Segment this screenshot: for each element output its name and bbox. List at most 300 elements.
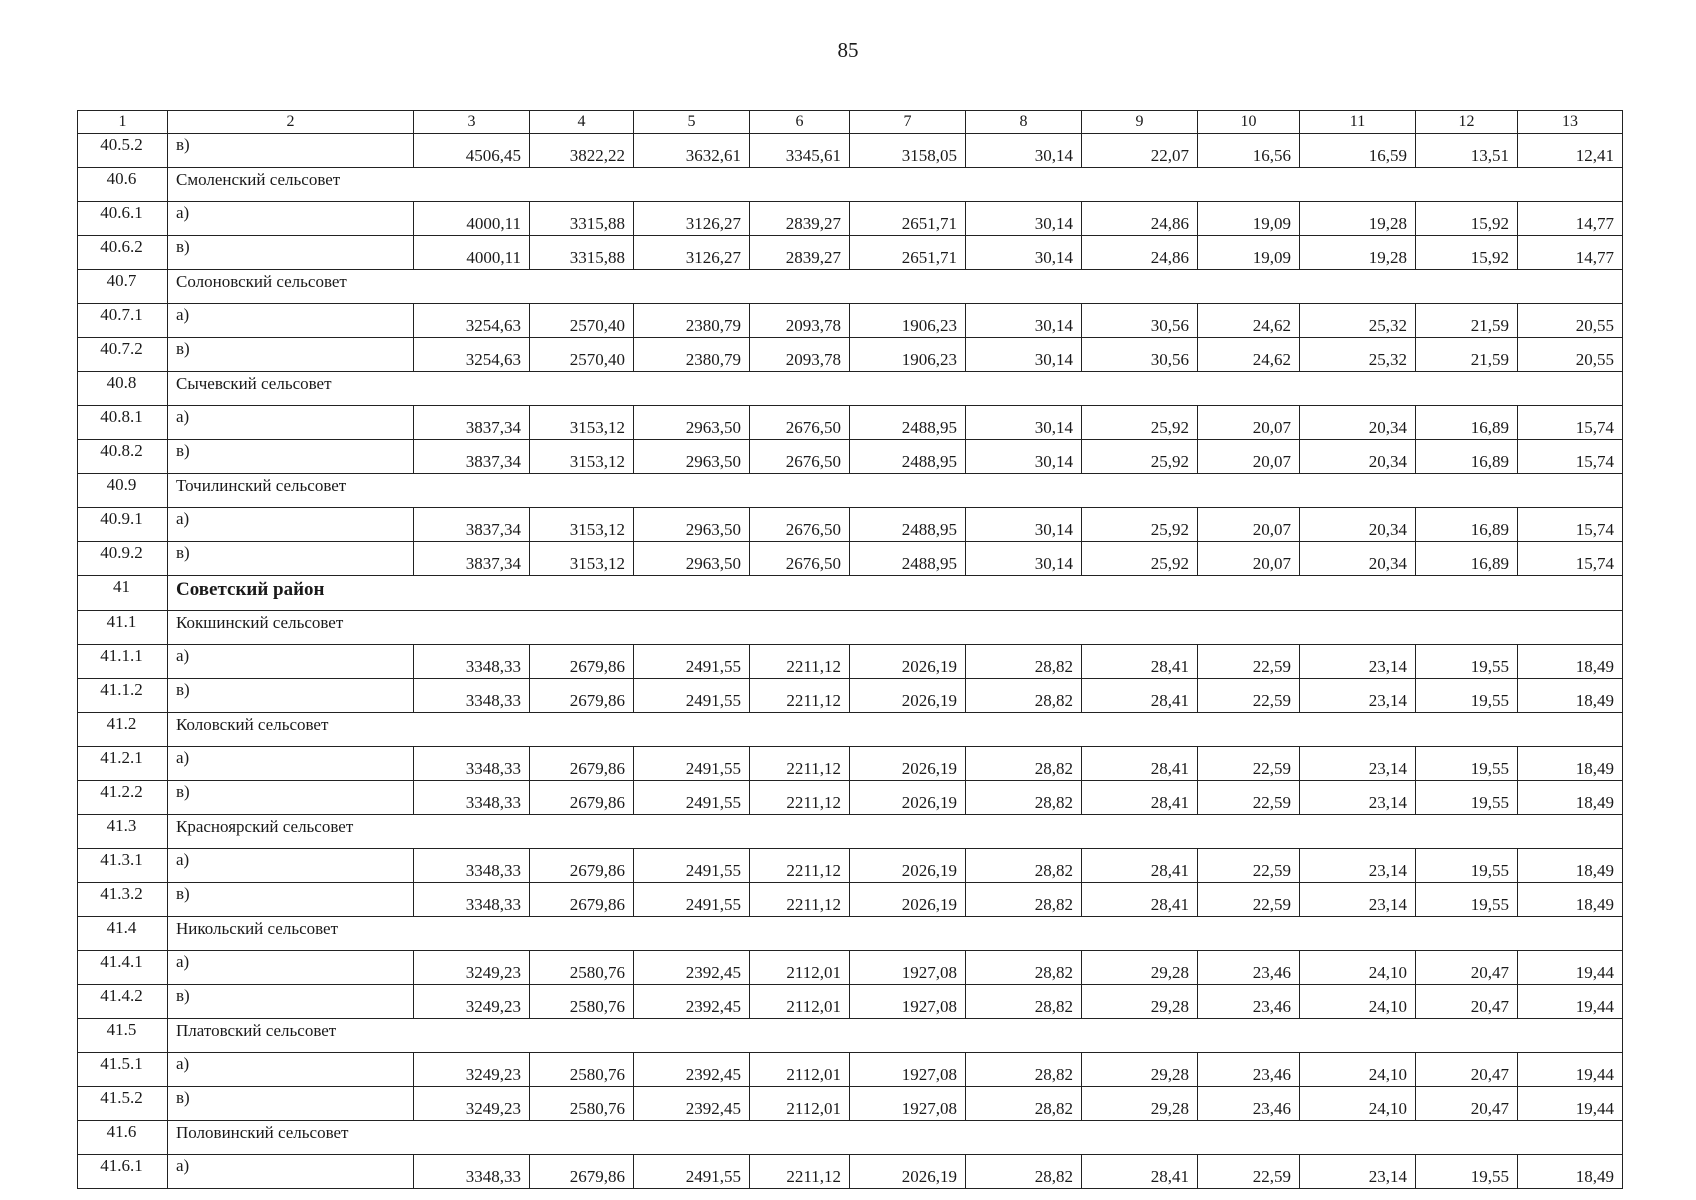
value-cell: 19,55 bbox=[1416, 883, 1518, 917]
value-cell: 28,41 bbox=[1082, 645, 1198, 679]
value-cell: 15,74 bbox=[1518, 542, 1623, 576]
table-row bbox=[78, 645, 1623, 679]
value-cell: 3126,27 bbox=[634, 236, 750, 270]
value-cell: 2491,55 bbox=[634, 849, 750, 883]
value-cell: 3249,23 bbox=[414, 1053, 530, 1087]
row-code: 41.1.2 bbox=[78, 679, 168, 713]
section-name: Солоновский сельсовет bbox=[168, 270, 1623, 304]
value-cell: 24,10 bbox=[1300, 951, 1416, 985]
value-cell: 24,10 bbox=[1300, 985, 1416, 1019]
column-header: 7 bbox=[850, 111, 966, 134]
value-cell: 2211,12 bbox=[750, 781, 850, 815]
value-cell: 28,41 bbox=[1082, 883, 1198, 917]
section-name: Сычевский сельсовет bbox=[168, 372, 1623, 406]
table-header-row bbox=[78, 111, 1623, 134]
value-cell: 2676,50 bbox=[750, 542, 850, 576]
value-cell: 2211,12 bbox=[750, 679, 850, 713]
value-cell: 18,49 bbox=[1518, 679, 1623, 713]
column-header: 1 bbox=[78, 111, 168, 134]
value-cell: 23,46 bbox=[1198, 1053, 1300, 1087]
value-cell: 2580,76 bbox=[530, 985, 634, 1019]
value-cell: 3153,12 bbox=[530, 508, 634, 542]
value-cell: 2380,79 bbox=[634, 338, 750, 372]
value-cell: 2488,95 bbox=[850, 406, 966, 440]
value-cell: 3348,33 bbox=[414, 1155, 530, 1189]
value-cell: 18,49 bbox=[1518, 883, 1623, 917]
row-code: 40.8.1 bbox=[78, 406, 168, 440]
value-cell: 24,62 bbox=[1198, 338, 1300, 372]
value-cell: 30,14 bbox=[966, 406, 1082, 440]
value-cell: 21,59 bbox=[1416, 304, 1518, 338]
value-cell: 1906,23 bbox=[850, 338, 966, 372]
row-subitem: а) bbox=[168, 1053, 414, 1087]
row-code: 41.2 bbox=[78, 713, 168, 747]
value-cell: 28,82 bbox=[966, 645, 1082, 679]
row-code: 40.6.2 bbox=[78, 236, 168, 270]
row-code: 41.5.2 bbox=[78, 1087, 168, 1121]
table-row bbox=[78, 134, 1623, 168]
value-cell: 22,07 bbox=[1082, 134, 1198, 168]
value-cell: 18,49 bbox=[1518, 747, 1623, 781]
row-code: 41.6.1 bbox=[78, 1155, 168, 1189]
value-cell: 29,28 bbox=[1082, 951, 1198, 985]
value-cell: 29,28 bbox=[1082, 1053, 1198, 1087]
row-subitem: в) bbox=[168, 1087, 414, 1121]
row-code: 41.3 bbox=[78, 815, 168, 849]
value-cell: 3153,12 bbox=[530, 406, 634, 440]
table-row bbox=[78, 781, 1623, 815]
value-cell: 20,07 bbox=[1198, 508, 1300, 542]
value-cell: 15,74 bbox=[1518, 440, 1623, 474]
value-cell: 22,59 bbox=[1198, 747, 1300, 781]
tariff-table bbox=[77, 110, 1623, 1189]
row-subitem: в) bbox=[168, 985, 414, 1019]
value-cell: 2570,40 bbox=[530, 338, 634, 372]
value-cell: 29,28 bbox=[1082, 1087, 1198, 1121]
table-row bbox=[78, 440, 1623, 474]
column-header: 11 bbox=[1300, 111, 1416, 134]
value-cell: 3153,12 bbox=[530, 440, 634, 474]
value-cell: 3348,33 bbox=[414, 645, 530, 679]
value-cell: 19,55 bbox=[1416, 645, 1518, 679]
value-cell: 2211,12 bbox=[750, 645, 850, 679]
value-cell: 1927,08 bbox=[850, 985, 966, 1019]
row-subitem: в) bbox=[168, 236, 414, 270]
value-cell: 19,28 bbox=[1300, 202, 1416, 236]
column-header: 9 bbox=[1082, 111, 1198, 134]
value-cell: 28,82 bbox=[966, 679, 1082, 713]
table-body bbox=[78, 111, 1623, 1189]
table-row bbox=[78, 304, 1623, 338]
row-code: 40.6.1 bbox=[78, 202, 168, 236]
row-subitem: в) bbox=[168, 679, 414, 713]
value-cell: 3348,33 bbox=[414, 849, 530, 883]
value-cell: 2112,01 bbox=[750, 985, 850, 1019]
section-name: Половинский сельсовет bbox=[168, 1121, 1623, 1155]
value-cell: 3348,33 bbox=[414, 747, 530, 781]
value-cell: 2392,45 bbox=[634, 951, 750, 985]
value-cell: 2026,19 bbox=[850, 645, 966, 679]
value-cell: 2112,01 bbox=[750, 1087, 850, 1121]
value-cell: 3345,61 bbox=[750, 134, 850, 168]
row-subitem: в) bbox=[168, 338, 414, 372]
value-cell: 2026,19 bbox=[850, 1155, 966, 1189]
row-subitem: а) bbox=[168, 1155, 414, 1189]
table-row bbox=[78, 747, 1623, 781]
row-code: 41.2.2 bbox=[78, 781, 168, 815]
row-subitem: в) bbox=[168, 781, 414, 815]
value-cell: 2491,55 bbox=[634, 1155, 750, 1189]
value-cell: 15,92 bbox=[1416, 202, 1518, 236]
section-name: Платовский сельсовет bbox=[168, 1019, 1623, 1053]
value-cell: 2491,55 bbox=[634, 883, 750, 917]
value-cell: 28,82 bbox=[966, 1087, 1082, 1121]
value-cell: 3837,34 bbox=[414, 406, 530, 440]
value-cell: 3158,05 bbox=[850, 134, 966, 168]
value-cell: 28,82 bbox=[966, 951, 1082, 985]
section-name: Коловский сельсовет bbox=[168, 713, 1623, 747]
value-cell: 15,74 bbox=[1518, 508, 1623, 542]
value-cell: 19,44 bbox=[1518, 985, 1623, 1019]
table-row bbox=[78, 202, 1623, 236]
value-cell: 2488,95 bbox=[850, 440, 966, 474]
value-cell: 3249,23 bbox=[414, 985, 530, 1019]
row-subitem: а) bbox=[168, 406, 414, 440]
section-row bbox=[78, 474, 1623, 508]
value-cell: 30,14 bbox=[966, 236, 1082, 270]
section-name: Точилинский сельсовет bbox=[168, 474, 1623, 508]
table-row bbox=[78, 985, 1623, 1019]
value-cell: 2651,71 bbox=[850, 202, 966, 236]
value-cell: 2026,19 bbox=[850, 849, 966, 883]
row-code: 41 bbox=[78, 576, 168, 611]
row-subitem: в) bbox=[168, 883, 414, 917]
value-cell: 25,92 bbox=[1082, 542, 1198, 576]
value-cell: 23,14 bbox=[1300, 883, 1416, 917]
column-header: 2 bbox=[168, 111, 414, 134]
value-cell: 19,28 bbox=[1300, 236, 1416, 270]
column-header: 10 bbox=[1198, 111, 1300, 134]
value-cell: 19,55 bbox=[1416, 1155, 1518, 1189]
value-cell: 20,34 bbox=[1300, 508, 1416, 542]
row-subitem: в) bbox=[168, 440, 414, 474]
value-cell: 19,55 bbox=[1416, 781, 1518, 815]
value-cell: 25,32 bbox=[1300, 304, 1416, 338]
row-code: 41.4.1 bbox=[78, 951, 168, 985]
value-cell: 2026,19 bbox=[850, 883, 966, 917]
value-cell: 2580,76 bbox=[530, 951, 634, 985]
row-code: 41.2.1 bbox=[78, 747, 168, 781]
row-code: 40.8.2 bbox=[78, 440, 168, 474]
value-cell: 2488,95 bbox=[850, 508, 966, 542]
value-cell: 18,49 bbox=[1518, 781, 1623, 815]
column-header: 12 bbox=[1416, 111, 1518, 134]
value-cell: 28,82 bbox=[966, 883, 1082, 917]
value-cell: 23,14 bbox=[1300, 679, 1416, 713]
value-cell: 16,89 bbox=[1416, 440, 1518, 474]
table-row bbox=[78, 508, 1623, 542]
value-cell: 24,62 bbox=[1198, 304, 1300, 338]
value-cell: 2963,50 bbox=[634, 406, 750, 440]
row-subitem: а) bbox=[168, 747, 414, 781]
value-cell: 3632,61 bbox=[634, 134, 750, 168]
section-row bbox=[78, 270, 1623, 304]
section-row bbox=[78, 1121, 1623, 1155]
value-cell: 3153,12 bbox=[530, 542, 634, 576]
value-cell: 28,41 bbox=[1082, 747, 1198, 781]
value-cell: 22,59 bbox=[1198, 645, 1300, 679]
value-cell: 2093,78 bbox=[750, 304, 850, 338]
row-code: 40.9 bbox=[78, 474, 168, 508]
value-cell: 14,77 bbox=[1518, 236, 1623, 270]
value-cell: 25,92 bbox=[1082, 406, 1198, 440]
row-subitem: в) bbox=[168, 134, 414, 168]
value-cell: 2651,71 bbox=[850, 236, 966, 270]
value-cell: 2679,86 bbox=[530, 679, 634, 713]
row-code: 41.6 bbox=[78, 1121, 168, 1155]
value-cell: 16,89 bbox=[1416, 508, 1518, 542]
value-cell: 2963,50 bbox=[634, 508, 750, 542]
value-cell: 2580,76 bbox=[530, 1053, 634, 1087]
value-cell: 4000,11 bbox=[414, 202, 530, 236]
value-cell: 2112,01 bbox=[750, 951, 850, 985]
row-subitem: а) bbox=[168, 951, 414, 985]
value-cell: 1906,23 bbox=[850, 304, 966, 338]
value-cell: 2679,86 bbox=[530, 747, 634, 781]
value-cell: 3249,23 bbox=[414, 1087, 530, 1121]
row-code: 41.1 bbox=[78, 611, 168, 645]
table-row bbox=[78, 1087, 1623, 1121]
value-cell: 23,14 bbox=[1300, 781, 1416, 815]
row-code: 40.9.1 bbox=[78, 508, 168, 542]
section-row bbox=[78, 815, 1623, 849]
value-cell: 28,82 bbox=[966, 747, 1082, 781]
value-cell: 2380,79 bbox=[634, 304, 750, 338]
value-cell: 2963,50 bbox=[634, 542, 750, 576]
value-cell: 14,77 bbox=[1518, 202, 1623, 236]
column-header: 3 bbox=[414, 111, 530, 134]
value-cell: 20,47 bbox=[1416, 1053, 1518, 1087]
value-cell: 20,47 bbox=[1416, 1087, 1518, 1121]
value-cell: 2679,86 bbox=[530, 781, 634, 815]
value-cell: 18,49 bbox=[1518, 1155, 1623, 1189]
value-cell: 15,92 bbox=[1416, 236, 1518, 270]
table-row bbox=[78, 679, 1623, 713]
row-code: 41.3.2 bbox=[78, 883, 168, 917]
row-code: 40.9.2 bbox=[78, 542, 168, 576]
section-row bbox=[78, 1019, 1623, 1053]
row-code: 41.5.1 bbox=[78, 1053, 168, 1087]
district-name: Советский район bbox=[168, 576, 1623, 611]
value-cell: 25,32 bbox=[1300, 338, 1416, 372]
value-cell: 23,46 bbox=[1198, 985, 1300, 1019]
value-cell: 2093,78 bbox=[750, 338, 850, 372]
column-header: 8 bbox=[966, 111, 1082, 134]
value-cell: 2392,45 bbox=[634, 1053, 750, 1087]
value-cell: 28,41 bbox=[1082, 1155, 1198, 1189]
value-cell: 2112,01 bbox=[750, 1053, 850, 1087]
value-cell: 3837,34 bbox=[414, 508, 530, 542]
value-cell: 22,59 bbox=[1198, 1155, 1300, 1189]
table-row bbox=[78, 951, 1623, 985]
value-cell: 16,59 bbox=[1300, 134, 1416, 168]
table-row bbox=[78, 883, 1623, 917]
value-cell: 24,10 bbox=[1300, 1053, 1416, 1087]
row-subitem: а) bbox=[168, 508, 414, 542]
value-cell: 20,47 bbox=[1416, 951, 1518, 985]
value-cell: 30,56 bbox=[1082, 338, 1198, 372]
section-row bbox=[78, 168, 1623, 202]
value-cell: 20,34 bbox=[1300, 406, 1416, 440]
value-cell: 20,55 bbox=[1518, 338, 1623, 372]
value-cell: 19,55 bbox=[1416, 679, 1518, 713]
value-cell: 28,41 bbox=[1082, 781, 1198, 815]
value-cell: 20,34 bbox=[1300, 542, 1416, 576]
value-cell: 24,10 bbox=[1300, 1087, 1416, 1121]
value-cell: 3315,88 bbox=[530, 202, 634, 236]
value-cell: 30,56 bbox=[1082, 304, 1198, 338]
value-cell: 30,14 bbox=[966, 304, 1082, 338]
district-row bbox=[78, 576, 1623, 611]
value-cell: 2679,86 bbox=[530, 883, 634, 917]
row-code: 40.8 bbox=[78, 372, 168, 406]
value-cell: 20,55 bbox=[1518, 304, 1623, 338]
value-cell: 2679,86 bbox=[530, 1155, 634, 1189]
row-code: 40.6 bbox=[78, 168, 168, 202]
row-code: 41.1.1 bbox=[78, 645, 168, 679]
column-header: 6 bbox=[750, 111, 850, 134]
row-code: 41.5 bbox=[78, 1019, 168, 1053]
table-row bbox=[78, 542, 1623, 576]
value-cell: 3822,22 bbox=[530, 134, 634, 168]
row-subitem: а) bbox=[168, 304, 414, 338]
value-cell: 2392,45 bbox=[634, 1087, 750, 1121]
value-cell: 3315,88 bbox=[530, 236, 634, 270]
value-cell: 2839,27 bbox=[750, 236, 850, 270]
value-cell: 3254,63 bbox=[414, 304, 530, 338]
value-cell: 30,14 bbox=[966, 508, 1082, 542]
value-cell: 2211,12 bbox=[750, 883, 850, 917]
value-cell: 4000,11 bbox=[414, 236, 530, 270]
value-cell: 2491,55 bbox=[634, 747, 750, 781]
row-subitem: а) bbox=[168, 202, 414, 236]
value-cell: 19,09 bbox=[1198, 236, 1300, 270]
row-code: 41.4.2 bbox=[78, 985, 168, 1019]
value-cell: 22,59 bbox=[1198, 679, 1300, 713]
value-cell: 30,14 bbox=[966, 134, 1082, 168]
table-row bbox=[78, 1053, 1623, 1087]
column-header: 4 bbox=[530, 111, 634, 134]
column-header: 13 bbox=[1518, 111, 1623, 134]
value-cell: 16,89 bbox=[1416, 542, 1518, 576]
value-cell: 2679,86 bbox=[530, 645, 634, 679]
row-code: 41.3.1 bbox=[78, 849, 168, 883]
value-cell: 19,44 bbox=[1518, 951, 1623, 985]
value-cell: 23,14 bbox=[1300, 645, 1416, 679]
row-code: 40.5.2 bbox=[78, 134, 168, 168]
value-cell: 28,82 bbox=[966, 1155, 1082, 1189]
value-cell: 1927,08 bbox=[850, 951, 966, 985]
value-cell: 20,34 bbox=[1300, 440, 1416, 474]
value-cell: 3348,33 bbox=[414, 883, 530, 917]
value-cell: 2676,50 bbox=[750, 406, 850, 440]
value-cell: 2026,19 bbox=[850, 781, 966, 815]
section-row bbox=[78, 917, 1623, 951]
value-cell: 25,92 bbox=[1082, 508, 1198, 542]
value-cell: 2211,12 bbox=[750, 849, 850, 883]
value-cell: 28,82 bbox=[966, 985, 1082, 1019]
value-cell: 2679,86 bbox=[530, 849, 634, 883]
section-name: Смоленский сельсовет bbox=[168, 168, 1623, 202]
row-code: 40.7 bbox=[78, 270, 168, 304]
value-cell: 25,92 bbox=[1082, 440, 1198, 474]
value-cell: 3249,23 bbox=[414, 951, 530, 985]
section-name: Красноярский сельсовет bbox=[168, 815, 1623, 849]
value-cell: 2676,50 bbox=[750, 440, 850, 474]
value-cell: 15,74 bbox=[1518, 406, 1623, 440]
value-cell: 19,55 bbox=[1416, 747, 1518, 781]
value-cell: 3348,33 bbox=[414, 679, 530, 713]
value-cell: 23,14 bbox=[1300, 747, 1416, 781]
value-cell: 23,46 bbox=[1198, 951, 1300, 985]
value-cell: 2392,45 bbox=[634, 985, 750, 1019]
value-cell: 3254,63 bbox=[414, 338, 530, 372]
page-number: 85 bbox=[837, 38, 859, 62]
table-row bbox=[78, 1155, 1623, 1189]
value-cell: 2839,27 bbox=[750, 202, 850, 236]
row-code: 41.4 bbox=[78, 917, 168, 951]
value-cell: 21,59 bbox=[1416, 338, 1518, 372]
value-cell: 3837,34 bbox=[414, 542, 530, 576]
value-cell: 20,47 bbox=[1416, 985, 1518, 1019]
value-cell: 4506,45 bbox=[414, 134, 530, 168]
table-row bbox=[78, 406, 1623, 440]
value-cell: 16,56 bbox=[1198, 134, 1300, 168]
value-cell: 2491,55 bbox=[634, 645, 750, 679]
value-cell: 30,14 bbox=[966, 542, 1082, 576]
table-row bbox=[78, 236, 1623, 270]
value-cell: 2963,50 bbox=[634, 440, 750, 474]
value-cell: 1927,08 bbox=[850, 1087, 966, 1121]
value-cell: 22,59 bbox=[1198, 849, 1300, 883]
value-cell: 19,44 bbox=[1518, 1087, 1623, 1121]
value-cell: 18,49 bbox=[1518, 645, 1623, 679]
value-cell: 23,14 bbox=[1300, 1155, 1416, 1189]
value-cell: 20,07 bbox=[1198, 406, 1300, 440]
section-row bbox=[78, 372, 1623, 406]
value-cell: 1927,08 bbox=[850, 1053, 966, 1087]
value-cell: 30,14 bbox=[966, 440, 1082, 474]
table-row bbox=[78, 849, 1623, 883]
value-cell: 16,89 bbox=[1416, 406, 1518, 440]
value-cell: 22,59 bbox=[1198, 781, 1300, 815]
section-row bbox=[78, 713, 1623, 747]
value-cell: 19,44 bbox=[1518, 1053, 1623, 1087]
value-cell: 30,14 bbox=[966, 202, 1082, 236]
value-cell: 28,82 bbox=[966, 1053, 1082, 1087]
value-cell: 2580,76 bbox=[530, 1087, 634, 1121]
value-cell: 2211,12 bbox=[750, 747, 850, 781]
section-row bbox=[78, 611, 1623, 645]
value-cell: 18,49 bbox=[1518, 849, 1623, 883]
value-cell: 20,07 bbox=[1198, 542, 1300, 576]
section-name: Никольский сельсовет bbox=[168, 917, 1623, 951]
value-cell: 24,86 bbox=[1082, 236, 1198, 270]
value-cell: 2491,55 bbox=[634, 679, 750, 713]
row-subitem: в) bbox=[168, 542, 414, 576]
row-subitem: а) bbox=[168, 849, 414, 883]
value-cell: 2026,19 bbox=[850, 679, 966, 713]
